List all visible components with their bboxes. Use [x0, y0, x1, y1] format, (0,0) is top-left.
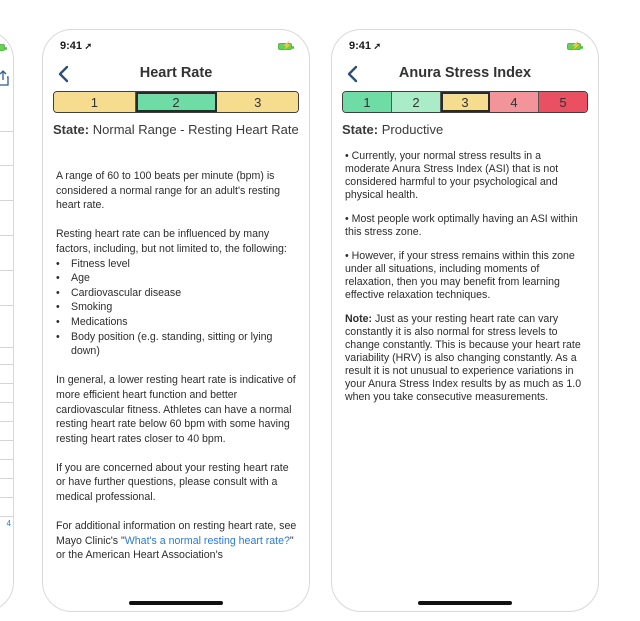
- stress-index-level-scale: [342, 91, 588, 113]
- status-bar-time: 9:41 ➚: [60, 40, 93, 52]
- state-text: State: Productive: [342, 122, 444, 137]
- heart-rate-screen: [42, 29, 310, 612]
- paragraph-additional-info: For additional information on resting heart rate, see Mayo Clinic's "What's a normal resting heart rate?" or the American Heart Association's: [56, 520, 297, 562]
- footnote-marker: 4: [6, 519, 11, 528]
- anura-stress-index-screen: [331, 29, 599, 612]
- bullet-optimal-zone: • Most people work optimally having an ASI within this stress zone.: [345, 213, 578, 238]
- list-item: • Fitness level: [56, 257, 297, 272]
- bullet-relaxation: • However, if your stress remains within this zone under all situations, including moments of relaxation, then you may benefit from learning effective relaxation techniques.: [345, 250, 575, 301]
- scale-segment-2: 2: [392, 92, 441, 112]
- home-indicator[interactable]: [129, 601, 223, 605]
- scale-segment-4: 4: [490, 92, 539, 112]
- home-indicator[interactable]: [418, 601, 512, 605]
- paragraph-fitness: In general, a lower resting heart rate is indicative of more efficient heart function and better cardiovascular fitness. Athletes can have a normal resting heart rate below 60 bpm with some having resting heart rates closer to 40 bpm.: [56, 374, 296, 445]
- stress-index-description: [345, 150, 586, 419]
- left-phone-screen: [0, 30, 14, 612]
- paragraph-consult: If you are concerned about your resting heart rate or have further questions, please consult with a medical professional.: [56, 461, 289, 504]
- list-item: • Smoking: [56, 300, 297, 315]
- state-text: State: Normal Range - Resting Heart Rate: [53, 122, 299, 137]
- factors-list: [56, 257, 297, 359]
- status-bar-time: 9:41 ➚: [349, 40, 382, 52]
- scale-segment-3: 3: [217, 92, 298, 112]
- scale-segment-3: 3: [441, 92, 490, 112]
- battery-icon: ⚡: [278, 43, 292, 50]
- scale-segment-2: 2: [136, 92, 218, 112]
- mayo-clinic-link[interactable]: What's a normal resting heart rate?: [124, 534, 290, 547]
- heart-rate-description: [56, 169, 297, 578]
- battery-icon: [0, 44, 5, 51]
- scale-segment-1: 1: [343, 92, 392, 112]
- heart-rate-level-scale: [53, 91, 299, 113]
- battery-icon: ⚡: [567, 43, 581, 50]
- list-item: • Age: [56, 271, 297, 286]
- bullet-current-stress: • Currently, your normal stress results in a moderate Anura Stress Index (ASI) that is not considered harmful to your psychological and physical health.: [345, 150, 559, 201]
- list-item: • Cardiovascular disease: [56, 286, 297, 301]
- paragraph-factors-intro: Resting heart rate can be influenced by many factors, including, but not limited to, the following:: [56, 228, 287, 255]
- scale-segment-1: 1: [54, 92, 136, 112]
- page-title: Heart Rate: [139, 65, 213, 81]
- scale-segment-5: 5: [539, 92, 587, 112]
- paragraph-note: Note: Just as your resting heart rate can vary constantly it is also normal for stress levels to change constantly. This is because your heart rate variability (HRV) is also changing constantly. As a result it is not unusual to experience variations in your Anura Stress Index results by as much as 1.0 when you take consecutive measurements.: [345, 313, 582, 403]
- share-icon[interactable]: [0, 70, 9, 86]
- list-item: • Body position (e.g. standing, sitting or lying down): [56, 330, 297, 359]
- page-title: Anura Stress Index: [398, 65, 532, 81]
- paragraph-normal-range: A range of 60 to 100 beats per minute (bpm) is considered a normal range for an adult's resting heart rate.: [56, 170, 281, 212]
- list-item: • Medications: [56, 315, 297, 330]
